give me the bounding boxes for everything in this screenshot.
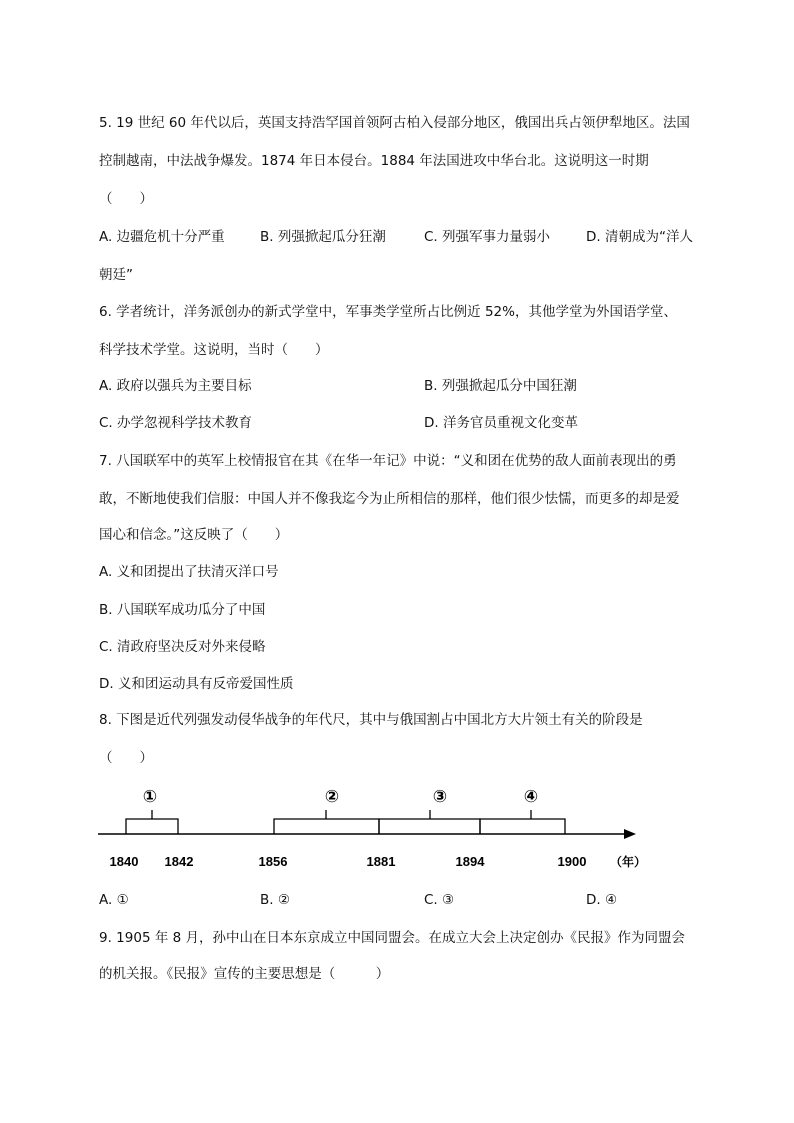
q9-stem-line1: 9. 1905 年 8 月，孙中山在日本东京成立中国同盟会。在成立大会上决定创办《民报》作为同盟会 bbox=[99, 930, 685, 946]
timeline-stage-4: ④ bbox=[523, 787, 539, 806]
timeline-year-label: 1900 bbox=[557, 854, 587, 869]
q7-stem-line1: 7. 八国联军中的英军上校情报官在其《在华一年记》中说：“义和团在优势的敌人面前表现出的勇 bbox=[99, 453, 677, 469]
q8-option-c: C. ③ bbox=[424, 892, 455, 908]
timeline-bracket-4 bbox=[480, 810, 565, 834]
timeline-arrow-icon bbox=[624, 829, 636, 839]
timeline-stage-1: ① bbox=[142, 787, 158, 806]
q8-answer-blank: （ ） bbox=[99, 750, 153, 766]
timeline-year-label: 1842 bbox=[164, 854, 194, 869]
q5-option-a: A. 边疆危机十分严重 bbox=[99, 229, 225, 245]
q5-answer-blank: （ ） bbox=[99, 191, 153, 207]
timeline-bracket-2 bbox=[274, 810, 379, 834]
q7-option-a: A. 义和团提出了扶清灭洋口号 bbox=[99, 564, 279, 580]
q5-option-c: C. 列强军事力量弱小 bbox=[424, 229, 551, 245]
q8-option-d: D. ④ bbox=[586, 892, 618, 908]
timeline-stage-2: ② bbox=[324, 787, 340, 806]
q6-stem-line1: 6. 学者统计，洋务派创办的新式学堂中，军事类学堂所占比例近 52%，其他学堂为外国语学堂、 bbox=[99, 304, 677, 320]
q6-stem-line2: 科学技术学堂。这说明，当时（ ） bbox=[99, 342, 329, 358]
q7-option-c: C. 清政府坚决反对外来侵略 bbox=[99, 639, 266, 655]
q6-option-d: D. 洋务官员重视文化变革 bbox=[424, 415, 578, 431]
q5-option-d: D. 清朝成为“洋人 bbox=[586, 229, 693, 245]
q9-stem-line2: 的机关报。《民报》宣传的主要思想是（ ） bbox=[99, 966, 390, 982]
q7-option-d: D. 义和团运动具有反帝爱国性质 bbox=[99, 676, 294, 692]
timeline-diagram bbox=[90, 780, 650, 880]
q8-option-a: A. ① bbox=[99, 892, 129, 908]
q7-stem-line2: 敢，不断地使我们信服：中国人并不像我迄今为止所相信的那样，他们很少怯懦，而更多的却是爱 bbox=[99, 491, 680, 507]
timeline-year-label: 1856 bbox=[258, 854, 288, 869]
q6-option-c: C. 办学忽视科学技术教育 bbox=[99, 415, 253, 431]
timeline-year-label: 1840 bbox=[109, 854, 139, 869]
q6-option-a: A. 政府以强兵为主要目标 bbox=[99, 378, 252, 394]
q7-stem-line3: 国心和信念。”这反映了（ ） bbox=[99, 527, 289, 543]
q8-stem-line1: 8. 下图是近代列强发动侵华战争的年代尺，其中与俄国割占中国北方大片领土有关的阶段是 bbox=[99, 712, 643, 728]
q8-option-b: B. ② bbox=[260, 892, 290, 908]
timeline-year-label: 1894 bbox=[455, 854, 485, 869]
q5-option-d-continued: 朝廷” bbox=[99, 267, 133, 283]
q5-stem-line2: 控制越南，中法战争爆发。1874 年日本侵台。1884 年法国进攻中华台北。这说明这一时期 bbox=[99, 153, 649, 169]
timeline-stage-3: ③ bbox=[432, 787, 448, 806]
timeline-bracket-1 bbox=[126, 810, 178, 834]
q5-stem-line1: 5. 19 世纪 60 年代以后，英国支持浩罕国首领阿古柏入侵部分地区，俄国出兵占领伊犁地区。法国 bbox=[99, 115, 690, 131]
q7-option-b: B. 八国联军成功瓜分了中国 bbox=[99, 602, 266, 618]
timeline-bracket-3 bbox=[379, 810, 480, 834]
timeline-unit-label: （年） bbox=[609, 855, 647, 869]
q6-option-b: B. 列强掀起瓜分中国狂潮 bbox=[424, 378, 577, 394]
q5-option-b: B. 列强掀起瓜分狂潮 bbox=[260, 229, 386, 245]
timeline-year-label: 1881 bbox=[366, 854, 396, 869]
